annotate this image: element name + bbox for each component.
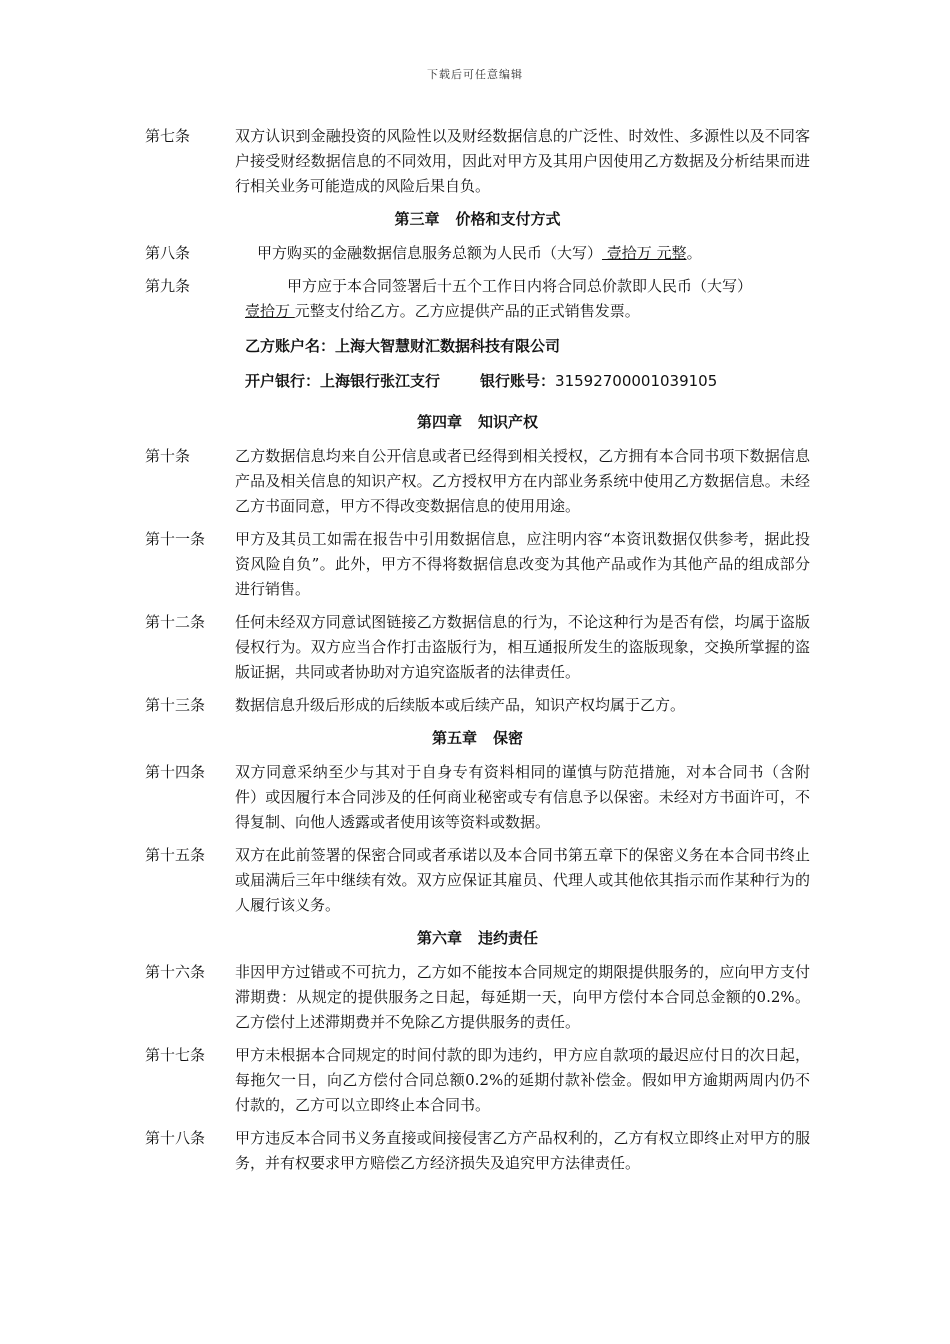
article-text: 非因甲方过错或不可抗力，乙方如不能按本合同规定的期限提供服务的，应向甲方支付滞期费：从规定的提供服务之日起，每延期一天，向甲方偿付本合同总金额的0.2%。乙方偿付上述滞期费并不免除乙方提供服务的责任。 <box>235 963 810 1031</box>
chapter-title: 价格和支付方式 <box>455 210 561 228</box>
article-text-part: 。 <box>686 244 702 262</box>
article-text: 数据信息升级后形成的后续版本或后续产品，知识产权均属于乙方。 <box>235 696 686 714</box>
article-text: 乙方数据信息均来自公开信息或者已经得到相关授权，乙方拥有本合同书项下数据信息产品及相关信息的知识产权。乙方授权甲方在内部业务系统中使用乙方数据信息。未经乙方书面同意，甲方不得改变数据信息的使用用途。 <box>235 447 810 515</box>
article-number: 第十三条 <box>145 696 206 714</box>
article-text <box>235 241 810 266</box>
chapter-4-heading <box>145 410 810 435</box>
article-13 <box>145 693 810 718</box>
article-10 <box>145 444 810 519</box>
article-9-continued <box>145 299 810 324</box>
article-text-part: 甲方应于本合同签署后十五个工作日内将合同总价款即人民币（大写） <box>287 277 753 295</box>
article-number: 第十八条 <box>145 1129 206 1147</box>
article-17 <box>145 1043 810 1118</box>
article-number: 第七条 <box>145 127 191 145</box>
chapter-label: 第三章 <box>394 210 440 228</box>
chapter-5-heading <box>145 726 810 751</box>
article-text: 双方同意采纳至少与其对于自身专有资料相同的谨慎与防范措施，对本合同书（含附件）或因履行本合同涉及的任何商业秘密或专有信息予以保密。未经对方书面许可，不得复制、向他人透露或者使用该等资料或数据。 <box>235 763 810 831</box>
article-number: 第十条 <box>145 447 191 465</box>
amount-field: 壹拾万 元整 <box>602 244 687 262</box>
article-number: 第十一条 <box>145 530 206 548</box>
article-text: 双方在此前签署的保密合同或者承诺以及本合同书第五章下的保密义务在本合同书终止或届满后三年中继续有效。双方应保证其雇员、代理人或其他依其指示而作某种行为的人履行该义务。 <box>235 846 810 914</box>
bank-info-row <box>145 369 810 394</box>
article-text: 任何未经双方同意试图链接乙方数据信息的行为，不论这种行为是否有偿，均属于盗版侵权行为。双方应当合作打击盗版行为，相互通报所发生的盗版现象，交换所掌握的盗版证据，共同或者协助对方追究盗版者的法律责任。 <box>235 613 810 681</box>
article-16 <box>145 960 810 1035</box>
article-text: 甲方违反本合同书义务直接或间接侵害乙方产品权利的，乙方有权立即终止对甲方的服务，并有权要求甲方赔偿乙方经济损失及追究甲方法律责任。 <box>235 1129 810 1172</box>
chapter-6-heading <box>145 926 810 951</box>
chapter-3-heading <box>145 207 810 232</box>
contract-body <box>145 124 810 1184</box>
article-text: 甲方未根据本合同规定的时间付款的即为违约，甲方应自款项的最迟应付日的次日起，每拖欠一日，向乙方偿付合同总额0.2%的延期付款补偿金。假如甲方逾期两周内仍不付款的，乙方可以立即终止本合同书。 <box>235 1046 810 1114</box>
chapter-label: 第六章 <box>416 929 462 947</box>
article-12 <box>145 610 810 685</box>
chapter-title: 知识产权 <box>478 413 539 431</box>
article-number: 第十六条 <box>145 963 206 981</box>
article-number: 第九条 <box>145 277 191 295</box>
bank-name: 开户银行：上海银行张江支行 <box>245 372 441 390</box>
article-number: 第十四条 <box>145 763 206 781</box>
chapter-title: 保密 <box>493 729 524 747</box>
article-text <box>235 274 810 299</box>
article-number: 第十二条 <box>145 613 206 631</box>
account-number-line <box>480 369 717 394</box>
chapter-label: 第四章 <box>416 413 462 431</box>
article-text-part: 甲方购买的金融数据信息服务总额为人民币（大写） <box>257 244 603 262</box>
article-15 <box>145 843 810 918</box>
article-text: 双方认识到金融投资的风险性以及财经数据信息的广泛性、时效性、多源性以及不同客户接受财经数据信息的不同效用，因此对甲方及其用户因使用乙方数据及分析结果而进行相关业务可能造成的风险后果自负。 <box>235 127 810 195</box>
chapter-title: 违约责任 <box>478 929 539 947</box>
chapter-label: 第五章 <box>431 729 477 747</box>
account-name: 乙方账户名：上海大智慧财汇数据科技有限公司 <box>245 337 561 355</box>
article-9 <box>145 274 810 299</box>
article-number: 第八条 <box>145 244 191 262</box>
article-18 <box>145 1126 810 1176</box>
article-number: 第十七条 <box>145 1046 206 1064</box>
account-number-label: 银行账号： <box>480 372 556 390</box>
article-8 <box>145 241 810 266</box>
article-14 <box>145 760 810 835</box>
article-7 <box>145 124 810 199</box>
article-text-part: 元整支付给乙方。乙方应提供产品的正式销售发票。 <box>294 302 640 320</box>
article-11 <box>145 527 810 602</box>
amount-field: 壹拾万 <box>245 302 295 320</box>
article-number: 第十五条 <box>145 846 206 864</box>
account-number: 31592700001039105 <box>555 372 718 390</box>
article-text: 甲方及其员工如需在报告中引用数据信息，应注明内容“本资讯数据仅供参考，据此投资风险自负”。此外，甲方不得将数据信息改变为其他产品或作为其他产品的组成部分进行销售。 <box>235 530 810 598</box>
header-note: 下载后可任意编辑 <box>427 68 523 81</box>
